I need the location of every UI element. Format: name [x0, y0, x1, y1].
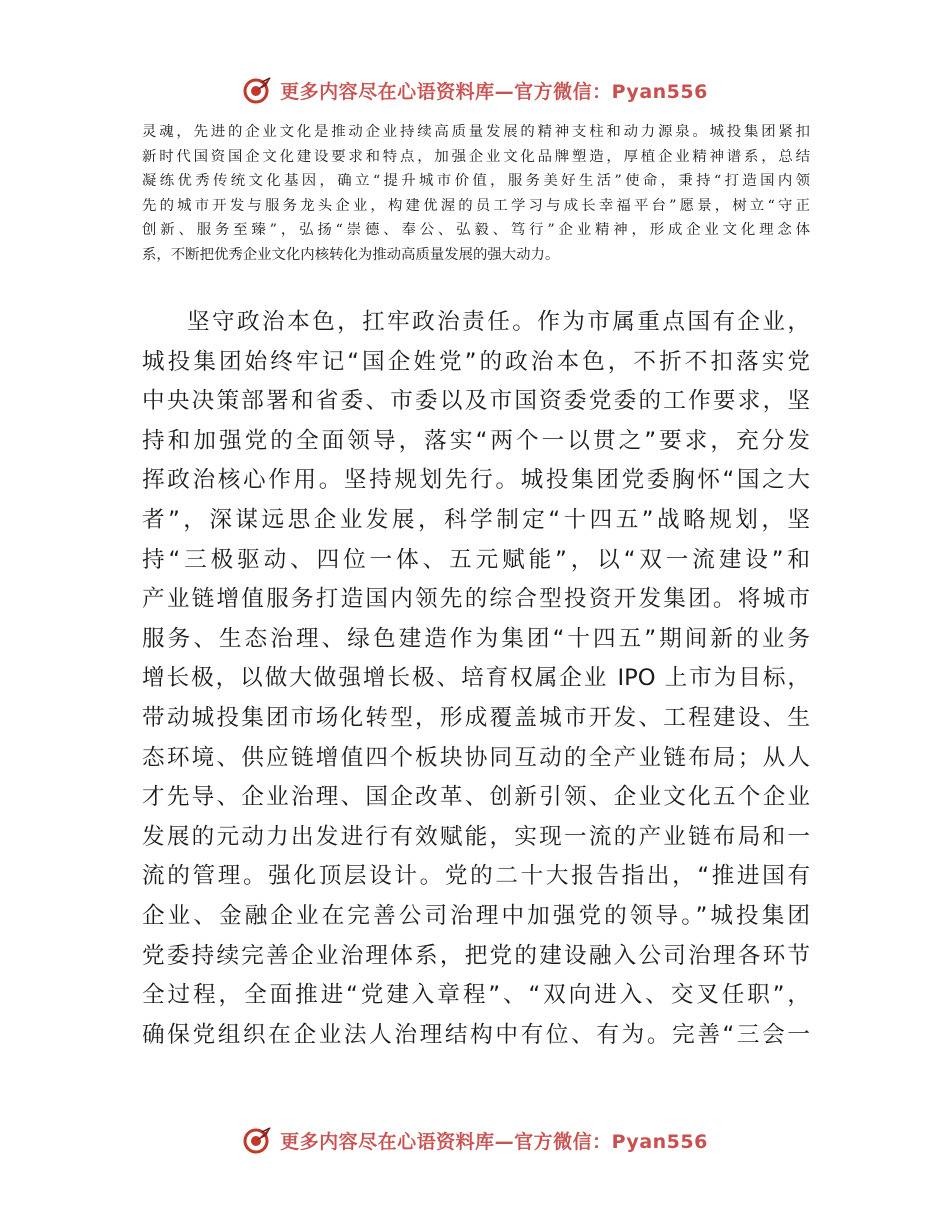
main-line: 产业链增值服务打造国内领先的综合型投资开发集团。将城市: [142, 586, 810, 613]
intro-line: 先的城市开发与服务龙头企业，构建优渥的员工学习与成长幸福平台”愿景，树立“守正: [142, 197, 810, 214]
quill-seal-logo-icon: [242, 74, 274, 106]
intro-line: 创新、服务至臻”，弘扬“崇德、奉公、弘毅、笃行”企业精神，形成企业文化理念体: [142, 222, 810, 238]
main-line: 挥政治核心作用。坚持规划先行。城投集团党委胸怀“国之大: [142, 467, 810, 494]
main-line: 带动城投集团市场化转型，形成覆盖城市开发、工程建设、生: [142, 704, 810, 731]
intro-line: 系，不断把优秀企业文化内核转化为推动高质量发展的强大动力。: [142, 246, 560, 263]
main-line: 城投集团始终牢记“国企姓党”的政治本色，不折不扣落实党: [142, 348, 810, 375]
intro-paragraph: [142, 120, 810, 267]
header-banner-text: 更多内容尽在心语资料库—官方微信：Pyan556: [280, 80, 708, 103]
intro-line: 凝练优秀传统文化基因，确立“提升城市价值，服务美好生活”使命，秉持“打造国内领: [142, 173, 810, 189]
main-line: 才先导、企业治理、国企改革、创新引领、企业文化五个企业: [142, 784, 810, 811]
main-paragraph: [142, 303, 810, 1055]
intro-line: 灵魂，先进的企业文化是推动企业持续高质量发展的精神支柱和动力源泉。城投集团紧扣: [142, 124, 810, 140]
main-line: 流的管理。强化顶层设计。党的二十大报告指出，“推进国有: [142, 863, 810, 890]
main-line: 企业、金融企业在完善公司治理中加强党的领导。”城投集团: [142, 902, 810, 929]
footer-banner: [0, 1120, 950, 1160]
main-line: 坚守政治本色，扛牢政治责任。作为市属重点国有企业，: [187, 309, 810, 335]
main-line: 者”，深谋远思企业发展，科学制定“十四五”战略规划，坚: [142, 506, 810, 533]
main-line: 发展的元动力出发进行有效赋能，实现一流的产业链布局和一: [142, 823, 810, 850]
main-line: 党委持续完善企业治理体系，把党的建设融入公司治理各环节: [142, 942, 810, 969]
header-banner: [0, 70, 950, 110]
main-line: 增长极，以做大做强增长极、培育权属企业 IPO 上市为目标，: [142, 665, 810, 692]
main-line: 服务、生态治理、绿色建造作为集团“十四五”期间新的业务: [142, 625, 810, 652]
main-line: 全过程，全面推进“党建入章程”、“双向进入、交叉任职”，: [142, 982, 810, 1009]
main-line: 中央决策部署和省委、市委以及市国资委党委的工作要求，坚: [142, 388, 810, 415]
main-line: 持和加强党的全面领导，落实“两个一以贯之”要求，充分发: [142, 427, 810, 454]
main-line: 态环境、供应链增值四个板块协同互动的全产业链布局；从人: [142, 744, 810, 771]
footer-banner-text: 更多内容尽在心语资料库—官方微信：Pyan556: [280, 1130, 708, 1153]
main-line: 确保党组织在企业法人治理结构中有位、有为。完善“三会一: [142, 1021, 810, 1048]
main-line: 持“三极驱动、四位一体、五元赋能”，以“双一流建设”和: [142, 546, 810, 573]
quill-seal-logo-icon: [242, 1124, 274, 1156]
intro-line: 新时代国资国企文化建设要求和特点，加强企业文化品牌塑造，厚植企业精神谱系，总结: [142, 148, 810, 165]
